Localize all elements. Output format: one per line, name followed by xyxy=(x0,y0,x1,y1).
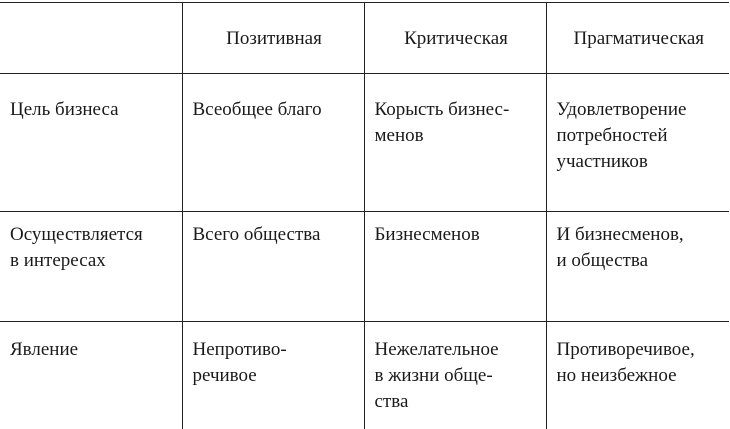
cell-text: Корысть бизнес- менов xyxy=(375,97,538,149)
header-label-pragmatic: Прагматическая xyxy=(557,26,722,52)
cell-text: Непротиво- речивое xyxy=(193,337,356,389)
row-label-cell xyxy=(0,322,182,429)
table-cell xyxy=(546,74,729,212)
table-cell xyxy=(182,212,364,322)
table-cell xyxy=(364,322,546,429)
table-row xyxy=(0,212,729,322)
table-cell xyxy=(546,322,729,429)
header-label-critical: Критическая xyxy=(375,26,538,52)
comparison-table xyxy=(0,2,729,429)
row-label: Осуществляется в интересах xyxy=(10,222,174,274)
header-cell-positive xyxy=(182,3,364,74)
table-row xyxy=(0,322,729,429)
cell-text: Удовлетворение потребностей участников xyxy=(557,97,722,175)
header-cell-pragmatic xyxy=(546,3,729,74)
cell-text: И бизнесменов, и общества xyxy=(557,222,722,274)
table-cell xyxy=(182,322,364,429)
row-label: Цель бизнеса xyxy=(10,97,174,123)
row-label-cell xyxy=(0,212,182,322)
cell-text: Всего общества xyxy=(193,222,356,248)
row-label-cell xyxy=(0,74,182,212)
cell-text: Всеобщее благо xyxy=(193,97,356,123)
table-row xyxy=(0,74,729,212)
row-label: Явление xyxy=(10,337,174,363)
table-cell xyxy=(182,74,364,212)
cell-text: Противоречивое, но неизбежное xyxy=(557,337,722,389)
table-cell xyxy=(546,212,729,322)
header-label-positive: Позитивная xyxy=(193,26,356,52)
header-corner-cell xyxy=(0,3,182,74)
cell-text: Бизнесменов xyxy=(375,222,538,248)
table-cell xyxy=(364,212,546,322)
header-cell-critical xyxy=(364,3,546,74)
cell-text: Нежелательное в жизни обще- ства xyxy=(375,337,538,415)
table-cell xyxy=(364,74,546,212)
header-row xyxy=(0,3,729,74)
